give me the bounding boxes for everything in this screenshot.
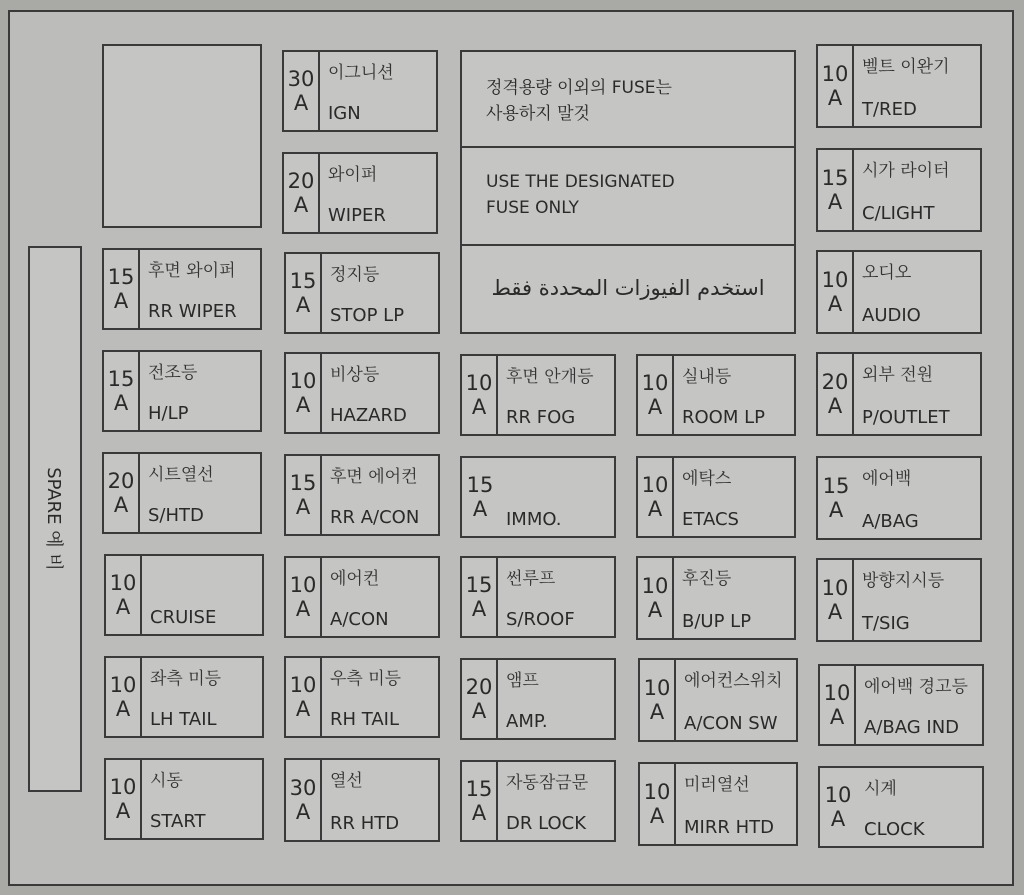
notice-arabic: استخدم الفيوزات المحددة فقط: [491, 276, 765, 300]
fuse-immo: 15 A IMMO.: [460, 456, 616, 538]
fuse-english-label: AMP.: [506, 711, 548, 732]
fuse-mirr-htd: 10 A 미러열선 MIRR HTD: [638, 762, 798, 846]
fuse-dr-lock: 15 A 자동잠금문 DR LOCK: [460, 760, 616, 842]
fuse-english-label: B/UP LP: [682, 611, 752, 632]
fuse-korean-label: 에탁스: [682, 469, 732, 489]
fuse-rr-wiper: 15 A 후면 와이퍼 RR WIPER: [102, 248, 262, 330]
notice-box: [460, 50, 796, 334]
fuse-korean-label: 벨트 이완기: [862, 57, 950, 77]
fuse-rr-a-con: 15 A 후면 에어컨 RR A/CON: [284, 454, 440, 536]
fuse-lh-tail: 10 A 좌측 미등 LH TAIL: [104, 656, 264, 738]
fuse-english-label: STOP LP: [330, 305, 405, 326]
fuse-a-bag: 15 A 에어백 A/BAG: [816, 456, 982, 540]
fuse-english-label: MIRR HTD: [684, 817, 774, 838]
fuse-korean-label: 전조등: [148, 363, 198, 383]
fuse-english-label: S/HTD: [148, 505, 204, 526]
fuse-english-label: START: [150, 811, 206, 832]
fuse-korean-label: 우측 미등: [330, 669, 402, 689]
fuse-korean-label: 에어컨스위치: [684, 671, 783, 691]
fuse-korean-label: 시트열선: [148, 465, 214, 485]
fuse-english-label: CLOCK: [864, 819, 925, 840]
fuse-english-label: A/BAG IND: [864, 717, 960, 738]
fuse-korean-label: 오디오: [862, 263, 912, 283]
fuse-english-label: RH TAIL: [330, 709, 400, 730]
fuse-korean-label: 실내등: [682, 367, 732, 387]
notice-korean-line2: 사용하지 말것: [486, 104, 590, 124]
fuse-korean-label: 미러열선: [684, 775, 750, 795]
fuse-stop-lp: 15 A 정지등 STOP LP: [284, 252, 440, 334]
fuse-wiper: 20 A 와이퍼 WIPER: [282, 152, 438, 234]
fuse-a-con: 10 A 에어컨 A/CON: [284, 556, 440, 638]
fuse-korean-label: 시동: [150, 771, 183, 791]
fuse-english-label: A/CON SW: [684, 713, 778, 734]
fuse-korean-label: 후면 에어컨: [330, 467, 418, 487]
fuse-room-lp: 10 A 실내등 ROOM LP: [636, 354, 796, 436]
fuse-clock: 10 A 시계 CLOCK: [818, 766, 984, 848]
fuse-english-label: ROOM LP: [682, 407, 765, 428]
fuse-cruise: 10 A CRUISE: [104, 554, 264, 636]
fuse-english-label: AUDIO: [862, 305, 921, 326]
fuse-korean-label: 에어백 경고등: [864, 677, 968, 697]
fuse-s-roof: 15 A 썬루프 S/ROOF: [460, 556, 616, 638]
fuse-b-up-lp: 10 A 후진등 B/UP LP: [636, 556, 796, 640]
fuse-english-label: T/SIG: [862, 613, 910, 634]
fuse-english-label: S/ROOF: [506, 609, 575, 630]
fuse-start: 10 A 시동 START: [104, 758, 264, 840]
fuse-h-lp: 15 A 전조등 H/LP: [102, 350, 262, 432]
notice-english-line2: FUSE ONLY: [486, 198, 579, 218]
fuse-korean-label: 외부 전원: [862, 365, 934, 385]
fuse-english-label: RR FOG: [506, 407, 576, 428]
notice-korean-line1: 정격용량 이외의 FUSE는: [486, 78, 672, 98]
fuse-english-label: T/RED: [862, 99, 917, 120]
fuse-amp: 20 A 앰프 AMP.: [460, 658, 616, 740]
fuse-english-label: C/LIGHT: [862, 203, 935, 224]
fuse-korean-label: 시계: [864, 779, 897, 799]
fuse-korean-label: 에어컨: [330, 569, 380, 589]
fuse-english-label: IMMO.: [506, 509, 562, 530]
spare-slot: [28, 246, 82, 792]
fuse-korean-label: 비상등: [330, 365, 380, 385]
fuse-p-outlet: 20 A 외부 전원 P/OUTLET: [816, 352, 982, 436]
empty-slot: [102, 44, 262, 228]
fuse-english-label: A/CON: [330, 609, 389, 630]
fuse-english-label: WIPER: [328, 205, 386, 226]
fuse-c-light: 15 A 시가 라이터 C/LIGHT: [816, 148, 982, 232]
fuse-etacs: 10 A 에탁스 ETACS: [636, 456, 796, 538]
fuse-english-label: IGN: [328, 103, 361, 124]
fuse-english-label: RR HTD: [330, 813, 400, 834]
fuse-rr-htd: 30 A 열선 RR HTD: [284, 758, 440, 842]
fuse-korean-label: 앰프: [506, 671, 539, 691]
fuse-english-label: DR LOCK: [506, 813, 587, 834]
fuse-korean-label: 후진등: [682, 569, 732, 589]
fuse-korean-label: 좌측 미등: [150, 669, 222, 689]
fuse-korean-label: 와이퍼: [328, 165, 378, 185]
fuse-korean-label: 방향지시등: [862, 571, 945, 591]
fuse-korean-label: 에어백: [862, 469, 912, 489]
fuse-english-label: RR A/CON: [330, 507, 420, 528]
notice-english-line1: USE THE DESIGNATED: [486, 172, 675, 192]
fuse-hazard: 10 A 비상등 HAZARD: [284, 352, 440, 434]
fuse-korean-label: 정지등: [330, 265, 380, 285]
fuse-english-label: H/LP: [148, 403, 189, 424]
fuse-ign: 30 A 이그니션 IGN: [282, 50, 438, 132]
fuse-s-htd: 20 A 시트열선 S/HTD: [102, 452, 262, 534]
fuse-korean-label: 자동잠금문: [506, 773, 589, 793]
fuse-korean-label: 시가 라이터: [862, 161, 950, 181]
fuse-english-label: CRUISE: [150, 607, 217, 628]
fuse-a-con-sw: 10 A 에어컨스위치 A/CON SW: [638, 658, 798, 742]
fuse-t-sig: 10 A 방향지시등 T/SIG: [816, 558, 982, 642]
fuse-english-label: A/BAG: [862, 511, 919, 532]
fuse-english-label: LH TAIL: [150, 709, 217, 730]
fuse-t-red: 10 A 벨트 이완기 T/RED: [816, 44, 982, 128]
fuse-english-label: HAZARD: [330, 405, 407, 426]
fuse-korean-label: 이그니션: [328, 63, 394, 83]
fuse-english-label: RR WIPER: [148, 301, 237, 322]
fuse-english-label: P/OUTLET: [862, 407, 950, 428]
spare-label: SPARE 예 비: [43, 467, 64, 571]
fuse-korean-label: 열선: [330, 771, 363, 791]
fuse-rh-tail: 10 A 우측 미등 RH TAIL: [284, 656, 440, 738]
fuse-audio: 10 A 오디오 AUDIO: [816, 250, 982, 334]
fuse-korean-label: 썬루프: [506, 569, 556, 589]
fuse-rr-fog: 10 A 후면 안개등 RR FOG: [460, 354, 616, 436]
fuse-a-bag-ind: 10 A 에어백 경고등 A/BAG IND: [818, 664, 984, 746]
fuse-korean-label: 후면 와이퍼: [148, 261, 236, 281]
fuse-korean-label: 후면 안개등: [506, 367, 594, 387]
fuse-english-label: ETACS: [682, 509, 739, 530]
